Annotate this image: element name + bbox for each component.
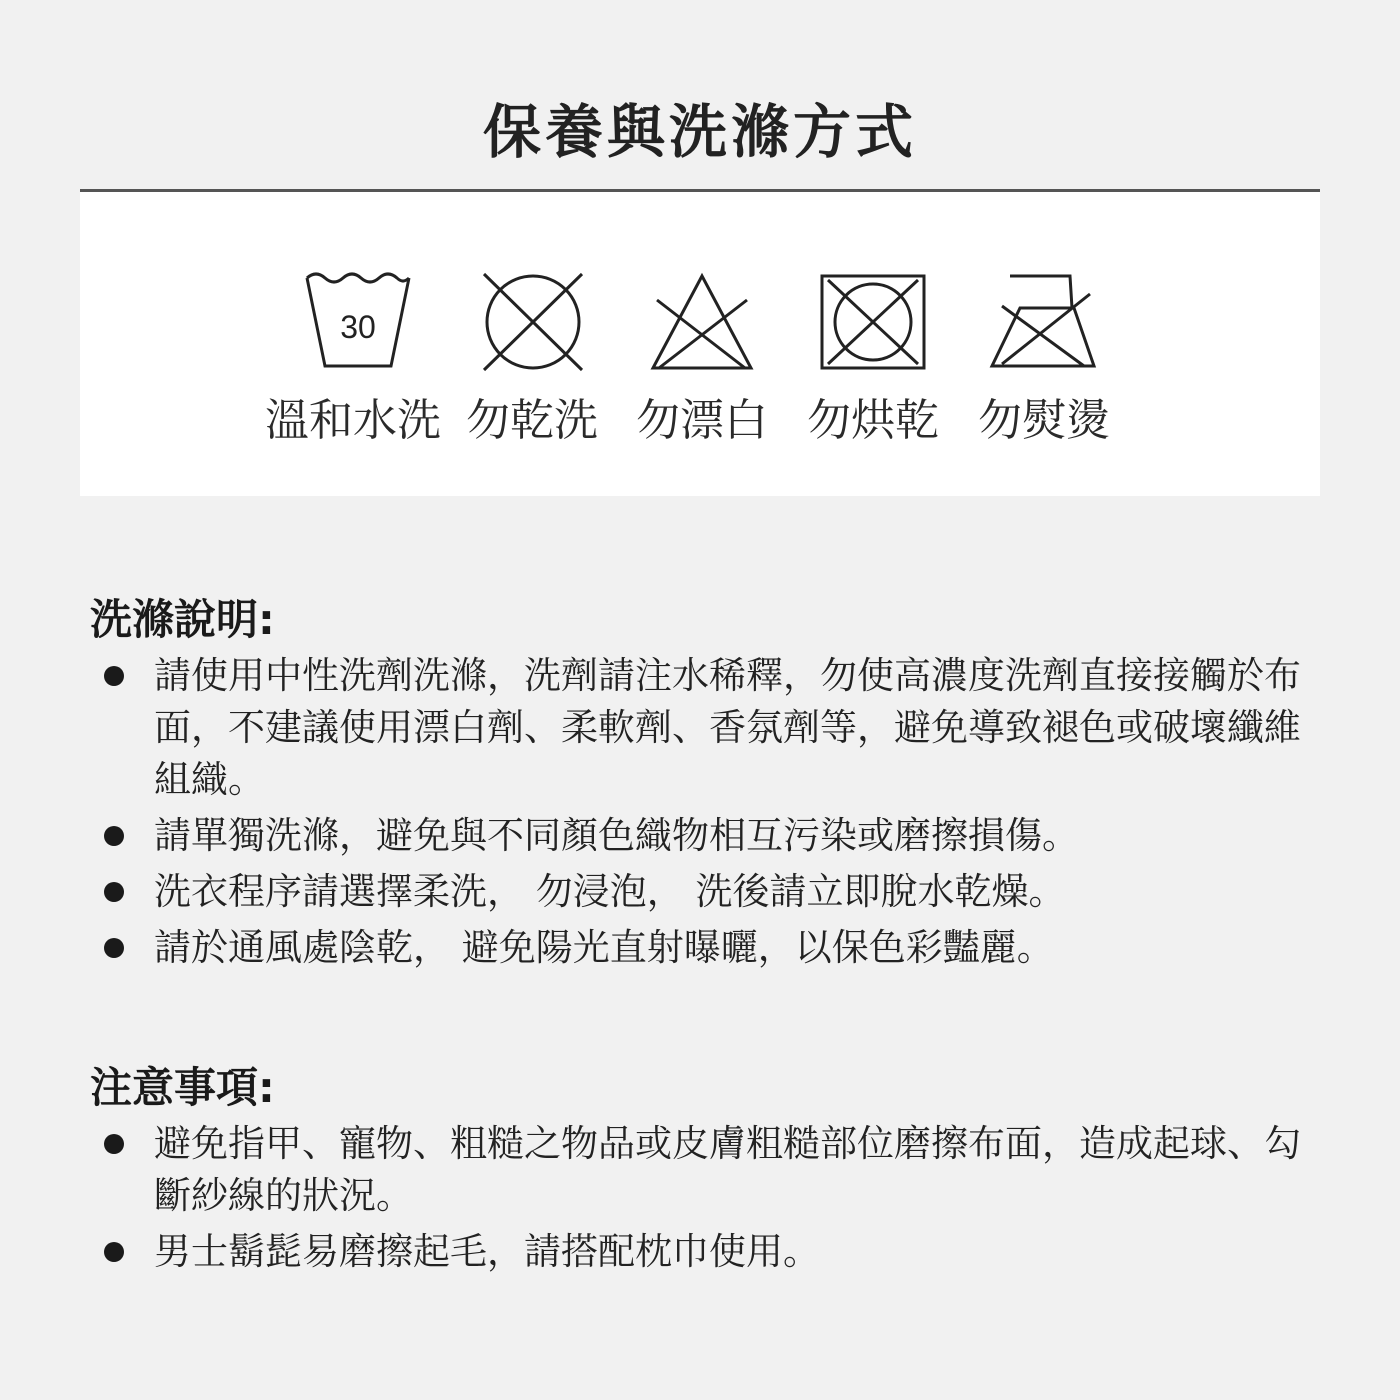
care-label-no-tumble-dry: 勿烘乾 xyxy=(807,395,939,446)
list-item xyxy=(90,1118,1310,1222)
care-label-no-dry-clean: 勿乾洗 xyxy=(466,395,598,446)
bullet-icon xyxy=(104,826,124,846)
list-item-text: 請於通風處陰乾， 避免陽光直射曝曬，以保色彩豔麗。 xyxy=(154,926,1054,969)
list-item xyxy=(90,922,1310,974)
list-item xyxy=(90,810,1310,862)
no-tumble-dry-icon xyxy=(818,272,928,372)
no-iron-icon xyxy=(988,272,1098,372)
list-item-text: 洗衣程序請選擇柔洗， 勿浸泡， 洗後請立即脫水乾燥。 xyxy=(154,870,1066,913)
washing-instructions-heading: 洗滌說明: xyxy=(90,595,275,644)
care-label-no-iron: 勿熨燙 xyxy=(978,395,1110,446)
list-item-text: 避免指甲、寵物、粗糙之物品或皮膚粗糙部位磨擦布面，造成起球、勾斷紗線的狀況。 xyxy=(154,1122,1301,1217)
list-item xyxy=(90,866,1310,918)
list-item-text: 男士鬍髭易磨擦起毛，請搭配枕巾使用。 xyxy=(154,1230,820,1273)
no-dry-clean-icon xyxy=(478,272,588,372)
notes-section xyxy=(90,1060,1310,1282)
notes-list xyxy=(90,1118,1310,1278)
bullet-icon xyxy=(104,1242,124,1262)
list-item-text: 請使用中性洗劑洗滌，洗劑請注水稀釋，勿使高濃度洗劑直接接觸於布面，不建議使用漂白劑、柔軟劑、香氛劑等，避免導致褪色或破壞纖維組織。 xyxy=(154,654,1301,801)
wash-30-gentle-icon xyxy=(303,272,413,372)
list-item-text: 請單獨洗滌，避免與不同顏色織物相互污染或磨擦損傷。 xyxy=(154,814,1079,857)
care-label-no-bleach: 勿漂白 xyxy=(636,395,768,446)
washing-instructions-section xyxy=(90,592,1310,978)
care-label-gentle-wash: 溫和水洗 xyxy=(265,395,441,446)
washing-instructions-list xyxy=(90,650,1310,974)
bullet-icon xyxy=(104,666,124,686)
list-item xyxy=(90,1226,1310,1278)
page-title: 保養與洗滌方式 xyxy=(482,98,917,166)
list-item xyxy=(90,650,1310,806)
notes-heading: 注意事項: xyxy=(90,1063,275,1112)
bullet-icon xyxy=(104,1134,124,1154)
bullet-icon xyxy=(104,882,124,902)
no-bleach-icon xyxy=(647,272,757,372)
wash-temperature-label: 30 xyxy=(340,309,376,345)
bullet-icon xyxy=(104,938,124,958)
